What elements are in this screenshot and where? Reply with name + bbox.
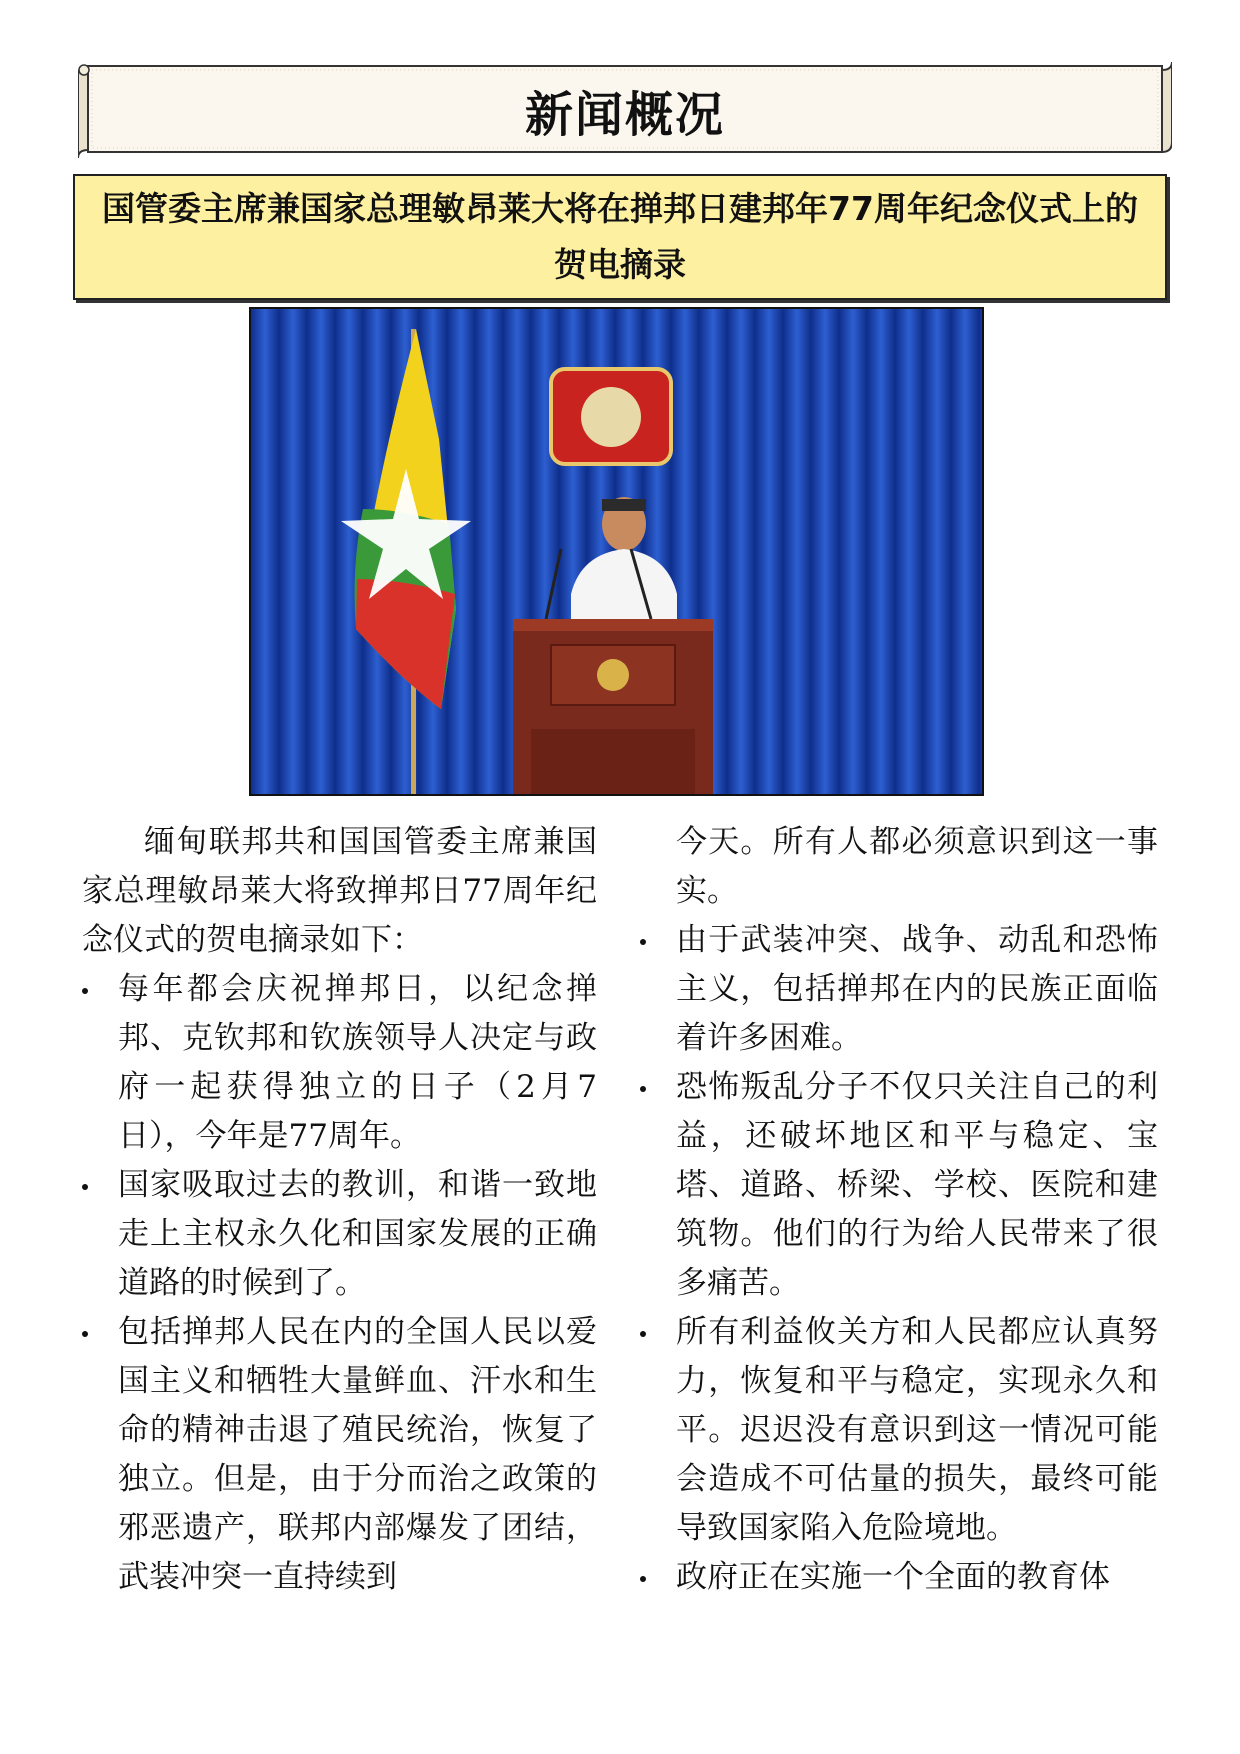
list-item: 由于武装冲突、战争、动乱和恐怖主义，包括掸邦在内的民族正面临着许多困难。 <box>640 916 1158 1063</box>
list-item: 每年都会庆祝掸邦日，以纪念掸邦、克钦邦和钦族领导人决定与政府一起获得独立的日子（2月7日），今年是77周年。 <box>82 965 597 1161</box>
press-photo <box>249 307 984 796</box>
article-intro: 缅甸联邦共和国国管委主席兼国家总理敏昂莱大将致掸邦日77周年纪念仪式的贺电摘录如下： <box>82 824 597 958</box>
article-column-right <box>640 818 1158 1602</box>
continued-text: 今天。所有人都必须意识到这一事实。 <box>676 824 1158 909</box>
section-banner <box>78 62 1172 158</box>
banner-title: 新闻概况 <box>524 86 725 143</box>
list-item: 政府正在实施一个全面的教育体 <box>640 1553 1158 1602</box>
press-photo-illustration <box>251 309 982 794</box>
list-item: 包括掸邦人民在内的全国人民以爱国主义和牺牲大量鲜血、汗水和生命的精神击退了殖民统治，恢复了独立。但是，由于分而治之政策的邪恶遗产，联邦内部爆发了团结，武装冲突一直持续到 <box>82 1308 597 1602</box>
article-headline: 国管委主席兼国家总理敏昂莱大将在掸邦日建邦年77周年纪念仪式上的贺电摘录 <box>73 174 1167 300</box>
list-item: 所有利益攸关方和人民都应认真努力，恢复和平与稳定，实现永久和平。迟迟没有意识到这一情况可能会造成不可估量的损失，最终可能导致国家陷入危险境地。 <box>640 1308 1158 1553</box>
bullet-list-left <box>82 965 597 1602</box>
bullet-list-right <box>640 916 1158 1602</box>
article-column-left <box>82 818 597 1602</box>
list-item: 恐怖叛乱分子不仅只关注自己的利益，还破坏地区和平与稳定、宝塔、道路、桥梁、学校、医院和建筑物。他们的行为给人民带来了很多痛苦。 <box>640 1063 1158 1308</box>
list-item: 国家吸取过去的教训，和谐一致地走上主权永久化和国家发展的正确道路的时候到了。 <box>82 1161 597 1308</box>
